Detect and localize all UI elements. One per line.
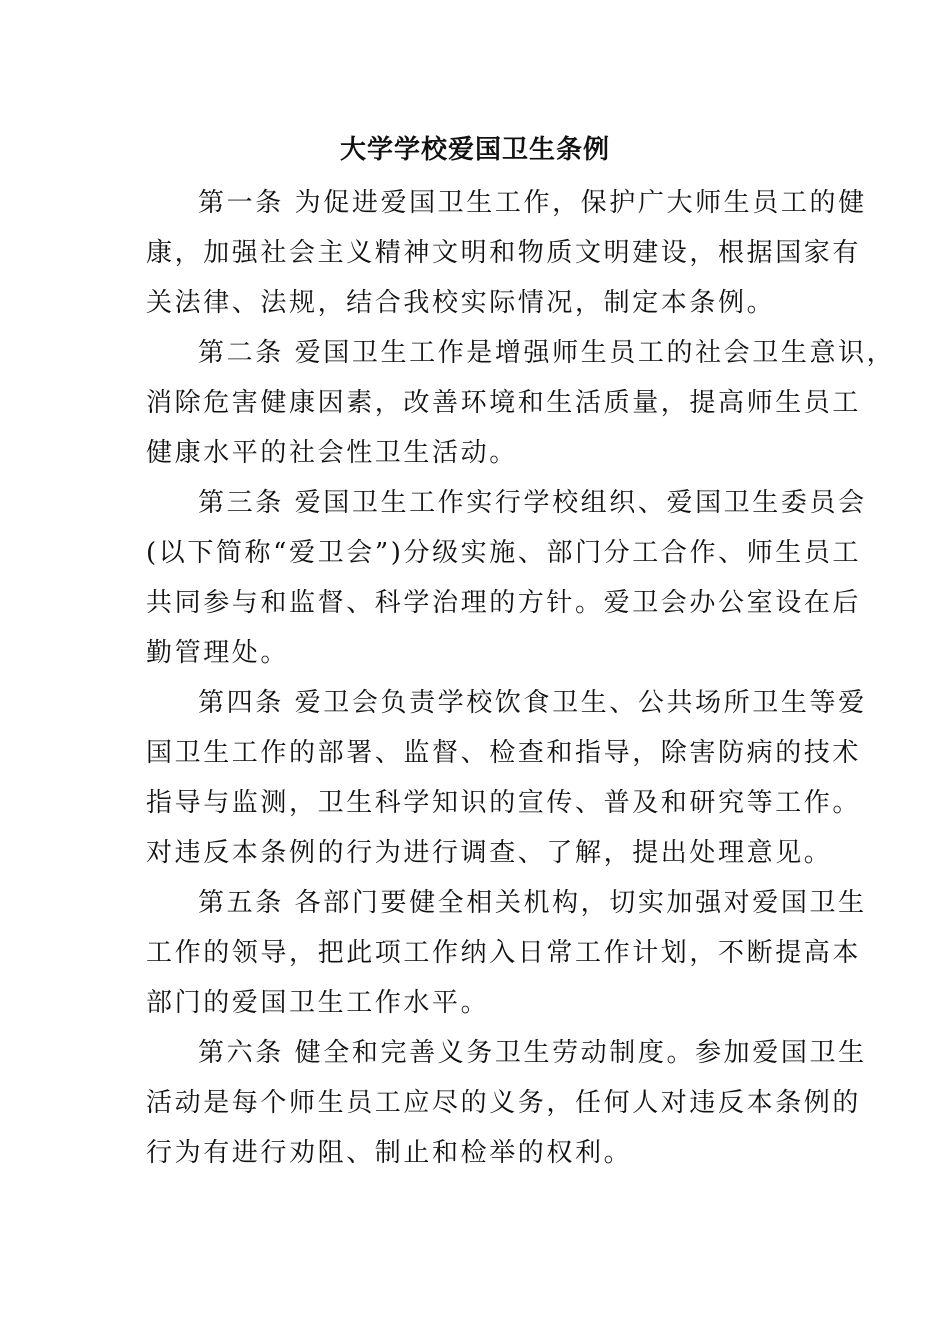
article-line: 勤管理处。 [146,638,290,668]
article-line: 关法律、法规，结合我校实际情况，制定本条例。 [146,288,776,318]
article-line: 第五条 各部门要健全相关机构，切实加强对爱国卫生 [198,888,867,918]
article-line: 第一条 为促进爱国卫生工作，保护广大师生员工的健 [198,188,867,218]
article-line: 第三条 爱国卫生工作实行学校组织、爱国卫生委员会 [198,488,867,518]
article-line: 第二条 爱国卫生工作是增强师生员工的社会卫生意识， [198,338,896,368]
article-line: 行为有进行劝阻、制止和检举的权利。 [146,1138,633,1168]
article-line: 指导与监测，卫生科学知识的宣传、普及和研究等工作。 [146,788,862,818]
article-line: 健康水平的社会性卫生活动。 [146,438,518,468]
article-line: 第六条 健全和完善义务卫生劳动制度。参加爱国卫生 [198,1038,867,1068]
article-line: 对违反本条例的行为进行调查、了解，提出处理意见。 [146,838,833,868]
document-title: 大学学校爱国卫生条例 [339,135,610,165]
article-line: 共同参与和监督、科学治理的方针。爱卫会办公室设在后 [146,588,862,618]
article-line: 工作的领导，把此项工作纳入日常工作计划，不断提高本 [146,938,862,968]
article-line: 国卫生工作的部署、监督、检查和指导，除害防病的技术 [146,738,862,768]
article-line: 第四条 爱卫会负责学校饮食卫生、公共场所卫生等爱 [198,688,867,718]
article-line: 康，加强社会主义精神文明和物质文明建设，根据国家有 [146,238,862,268]
article-line: 消除危害健康因素，改善环境和生活质量，提高师生员工 [146,388,862,418]
article-line: (以下简称“爱卫会”)分级实施、部门分工合作、师生员工 [146,538,862,568]
article-line: 活动是每个师生员工应尽的义务，任何人对违反本条例的 [146,1088,862,1118]
article-line: 部门的爱国卫生工作水平。 [146,988,490,1018]
